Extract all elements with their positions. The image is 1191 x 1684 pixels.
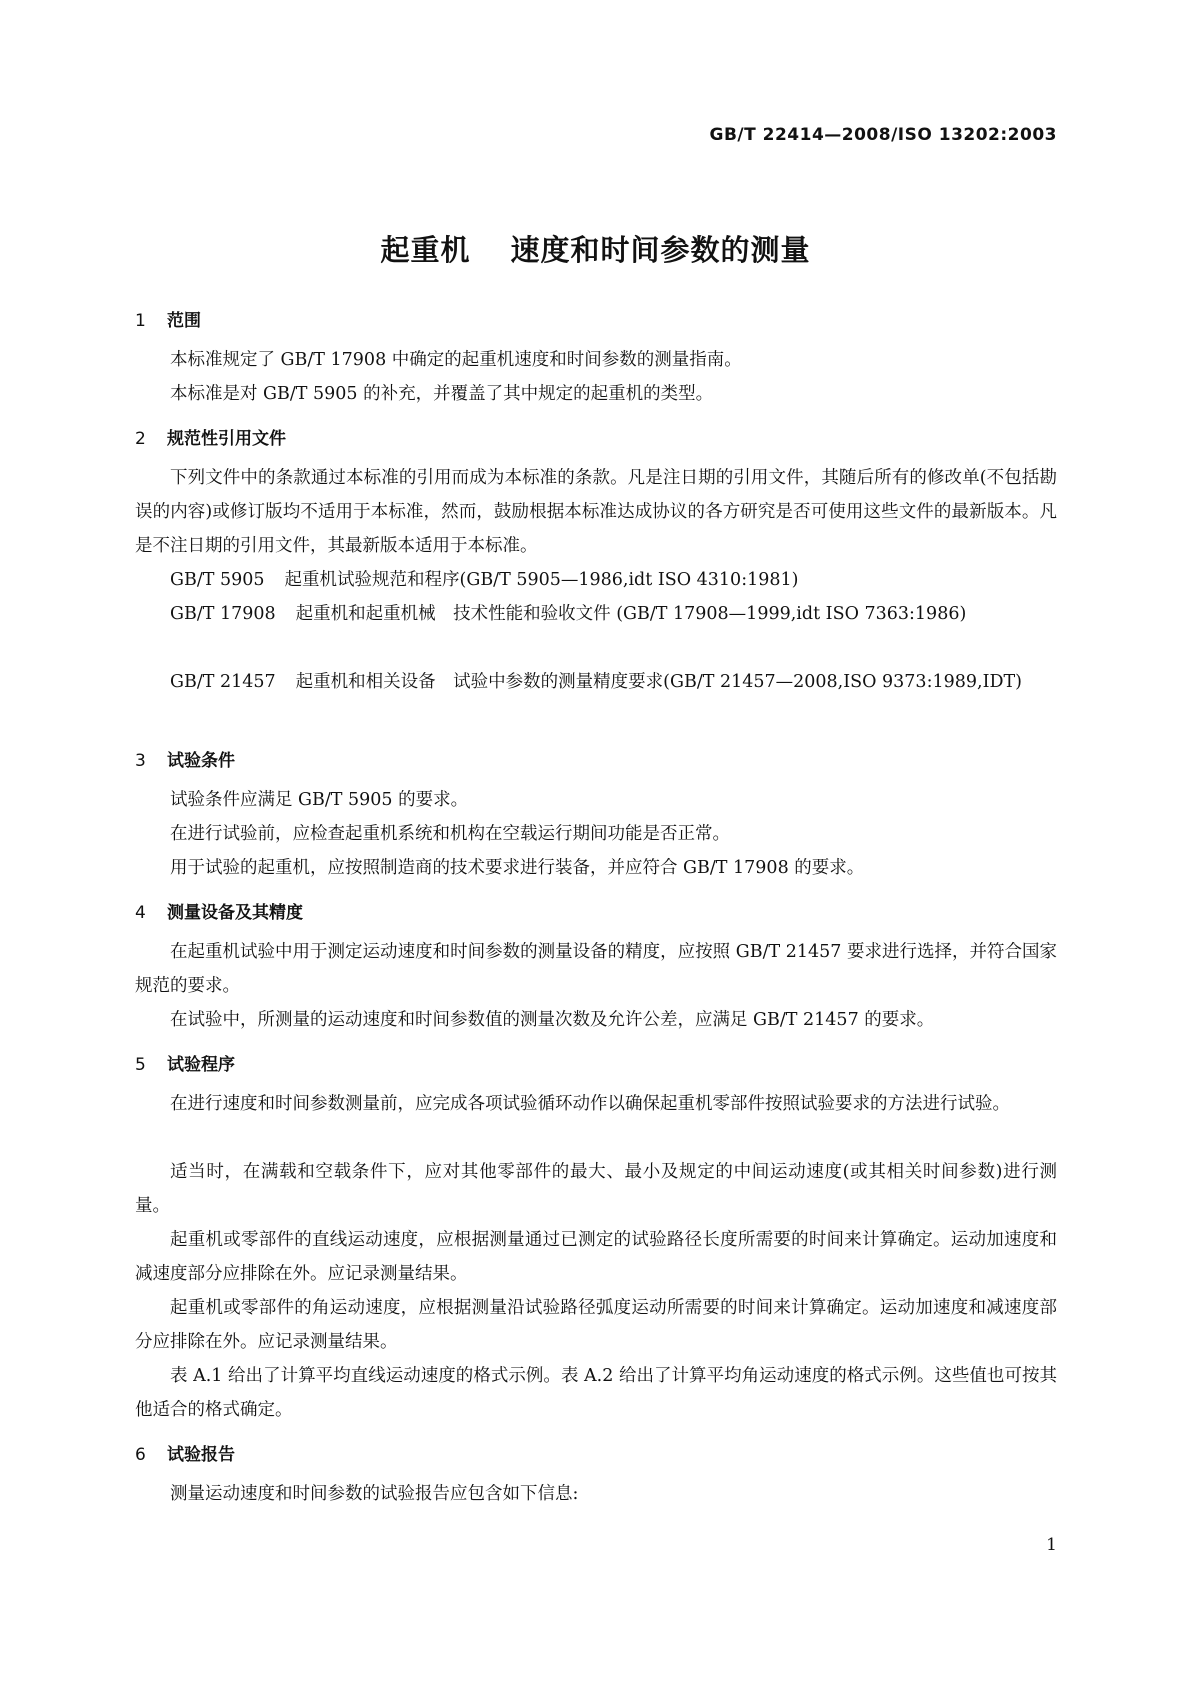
paragraph: 起重机或零部件的角运动速度，应根据测量沿试验路径弧度运动所需要的时间来计算确定。运动加速度和减速度部分应排除在外。应记录测量结果。 xyxy=(135,1298,1057,1352)
reference-item: GB/T 21457 起重机和相关设备 试验中参数的测量精度要求(GB/T 21457—2008,ISO 9373:1989,IDT) xyxy=(170,672,1023,692)
paragraph: 本标准规定了 GB/T 17908 中确定的起重机速度和时间参数的测量指南。 xyxy=(170,350,742,370)
section-heading-test-conditions: 3 试验条件 xyxy=(135,751,235,771)
page-title xyxy=(0,228,1191,269)
standard-number: GB/T 22414—2008/ISO 13202:2003 xyxy=(709,125,1057,145)
paragraph: 起重机或零部件的直线运动速度，应根据测量通过已测定的试验路径长度所需要的时间来计算确定。运动加速度和减速度部分应排除在外。应记录测量结果。 xyxy=(135,1230,1057,1284)
paragraph: 下列文件中的条款通过本标准的引用而成为本标准的条款。凡是注日期的引用文件，其随后所有的修改单(不包括勘误的内容)或修订版均不适用于本标准，然而，鼓励根据本标准达成协议的各方研究是否可使用这些文件的最新版本。凡是不注日期的引用文件，其最新版本适用于本标准。 xyxy=(135,468,1057,556)
page-number: 1 xyxy=(1046,1535,1057,1555)
section-heading-test-report: 6 试验报告 xyxy=(135,1445,235,1465)
title-part1: 起重机 xyxy=(380,233,471,267)
section-heading-scope: 1 范围 xyxy=(135,311,201,331)
section-heading-measuring-equipment: 4 测量设备及其精度 xyxy=(135,903,303,923)
title-part2: 速度和时间参数的测量 xyxy=(510,233,811,267)
paragraph: 本标准是对 GB/T 5905 的补充，并覆盖了其中规定的起重机的类型。 xyxy=(170,384,714,404)
paragraph: 在进行速度和时间参数测量前，应完成各项试验循环动作以确保起重机零部件按照试验要求的方法进行试验。 xyxy=(170,1094,1010,1114)
section-heading-normative-references: 2 规范性引用文件 xyxy=(135,429,286,449)
reference-item: GB/T 17908 起重机和起重机械 技术性能和验收文件 (GB/T 17908—1999,idt ISO 7363:1986) xyxy=(170,604,967,624)
section-heading-test-procedure: 5 试验程序 xyxy=(135,1055,235,1075)
paragraph: 试验条件应满足 GB/T 5905 的要求。 xyxy=(170,790,469,810)
paragraph: 测量运动速度和时间参数的试验报告应包含如下信息: xyxy=(170,1484,579,1504)
paragraph: 用于试验的起重机，应按照制造商的技术要求进行装备，并应符合 GB/T 17908 的要求。 xyxy=(170,858,865,878)
paragraph: 在起重机试验中用于测定运动速度和时间参数的测量设备的精度，应按照 GB/T 21457 要求进行选择，并符合国家规范的要求。 xyxy=(135,942,1057,996)
paragraph: 适当时，在满载和空载条件下，应对其他零部件的最大、最小及规定的中间运动速度(或其相关时间参数)进行测量。 xyxy=(135,1162,1057,1216)
reference-item: GB/T 5905 起重机试验规范和程序(GB/T 5905—1986,idt ISO 4310:1981) xyxy=(170,570,799,590)
paragraph: 在试验中，所测量的运动速度和时间参数值的测量次数及允许公差，应满足 GB/T 21457 的要求。 xyxy=(170,1010,935,1030)
paragraph: 表 A.1 给出了计算平均直线运动速度的格式示例。表 A.2 给出了计算平均角运动速度的格式示例。这些值也可按其他适合的格式确定。 xyxy=(135,1366,1057,1420)
paragraph: 在进行试验前，应检查起重机系统和机构在空载运行期间功能是否正常。 xyxy=(170,824,730,844)
